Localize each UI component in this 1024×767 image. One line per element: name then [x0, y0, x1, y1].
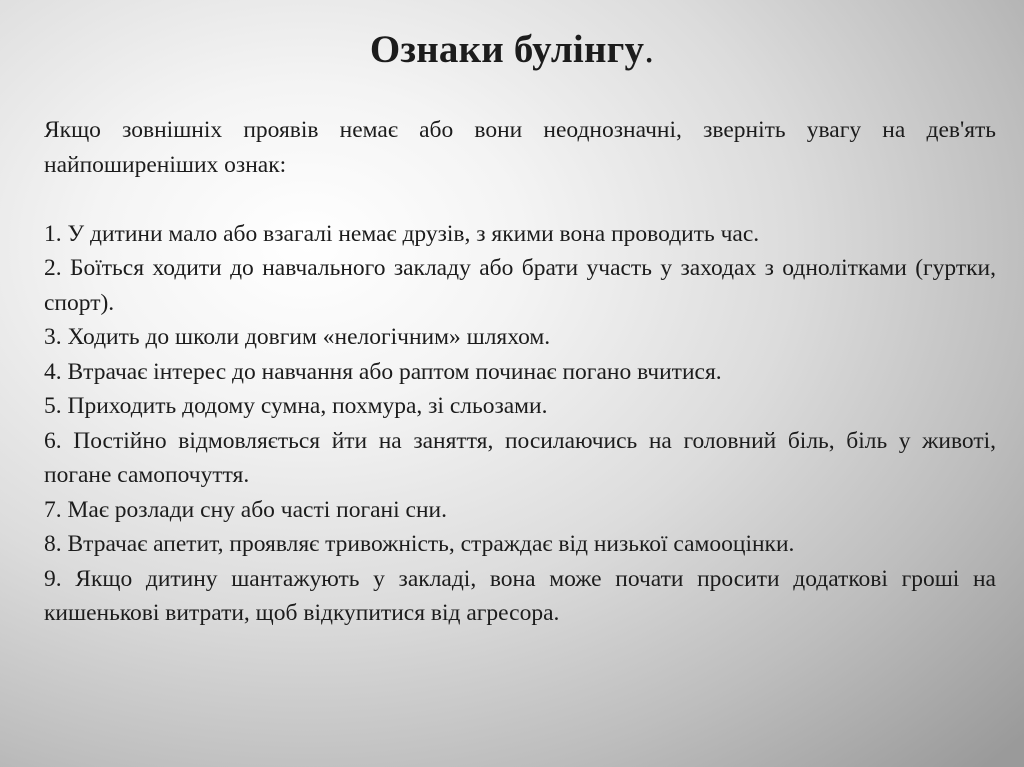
paragraph-spacer: [44, 182, 996, 217]
list-item-7: 7. Має розлади сну або часті погані сни.: [44, 496, 447, 523]
list-item-1: 1. У дитини мало або взагалі немає друзів, з якими вона проводить час.: [44, 220, 760, 247]
list-item-5: 5. Приходить додому сумна, похмура, зі сльозами.: [44, 393, 548, 419]
slide-body: [44, 113, 996, 631]
list-item-9: 9. Якщо дитину шантажують у закладі, вона може почати просити додаткові гроші на кишенькові витрати, щоб відкупитися від агресора.: [44, 565, 996, 626]
intro-paragraph: Якщо зовнішніх проявів немає або вони неоднозначні, зверніть увагу на дев'ять найпоширеніших ознак:: [44, 117, 996, 178]
slide-title-text: Ознаки булінгу: [369, 28, 645, 71]
list-item-2: 2. Боїться ходити до навчального закладу або брати участь у заходах з однолітками (гуртки, спорт).: [44, 255, 996, 316]
slide-title-punct: .: [644, 28, 655, 71]
slide-title: [0, 28, 1024, 73]
list-item-6: 6. Постійно відмовляється йти на заняття, посилаючись на головний біль, біль у животі, погане самопочуття.: [44, 427, 996, 488]
list-item-3: 3. Ходить до школи довгим «нелогічним» шляхом.: [44, 324, 551, 350]
list-item-8: 8. Втрачає апетит, проявляє тривожність, страждає від низької самооцінки.: [44, 531, 795, 557]
list-item-4: 4. Втрачає інтерес до навчання або раптом починає погано вчитися.: [44, 358, 722, 385]
